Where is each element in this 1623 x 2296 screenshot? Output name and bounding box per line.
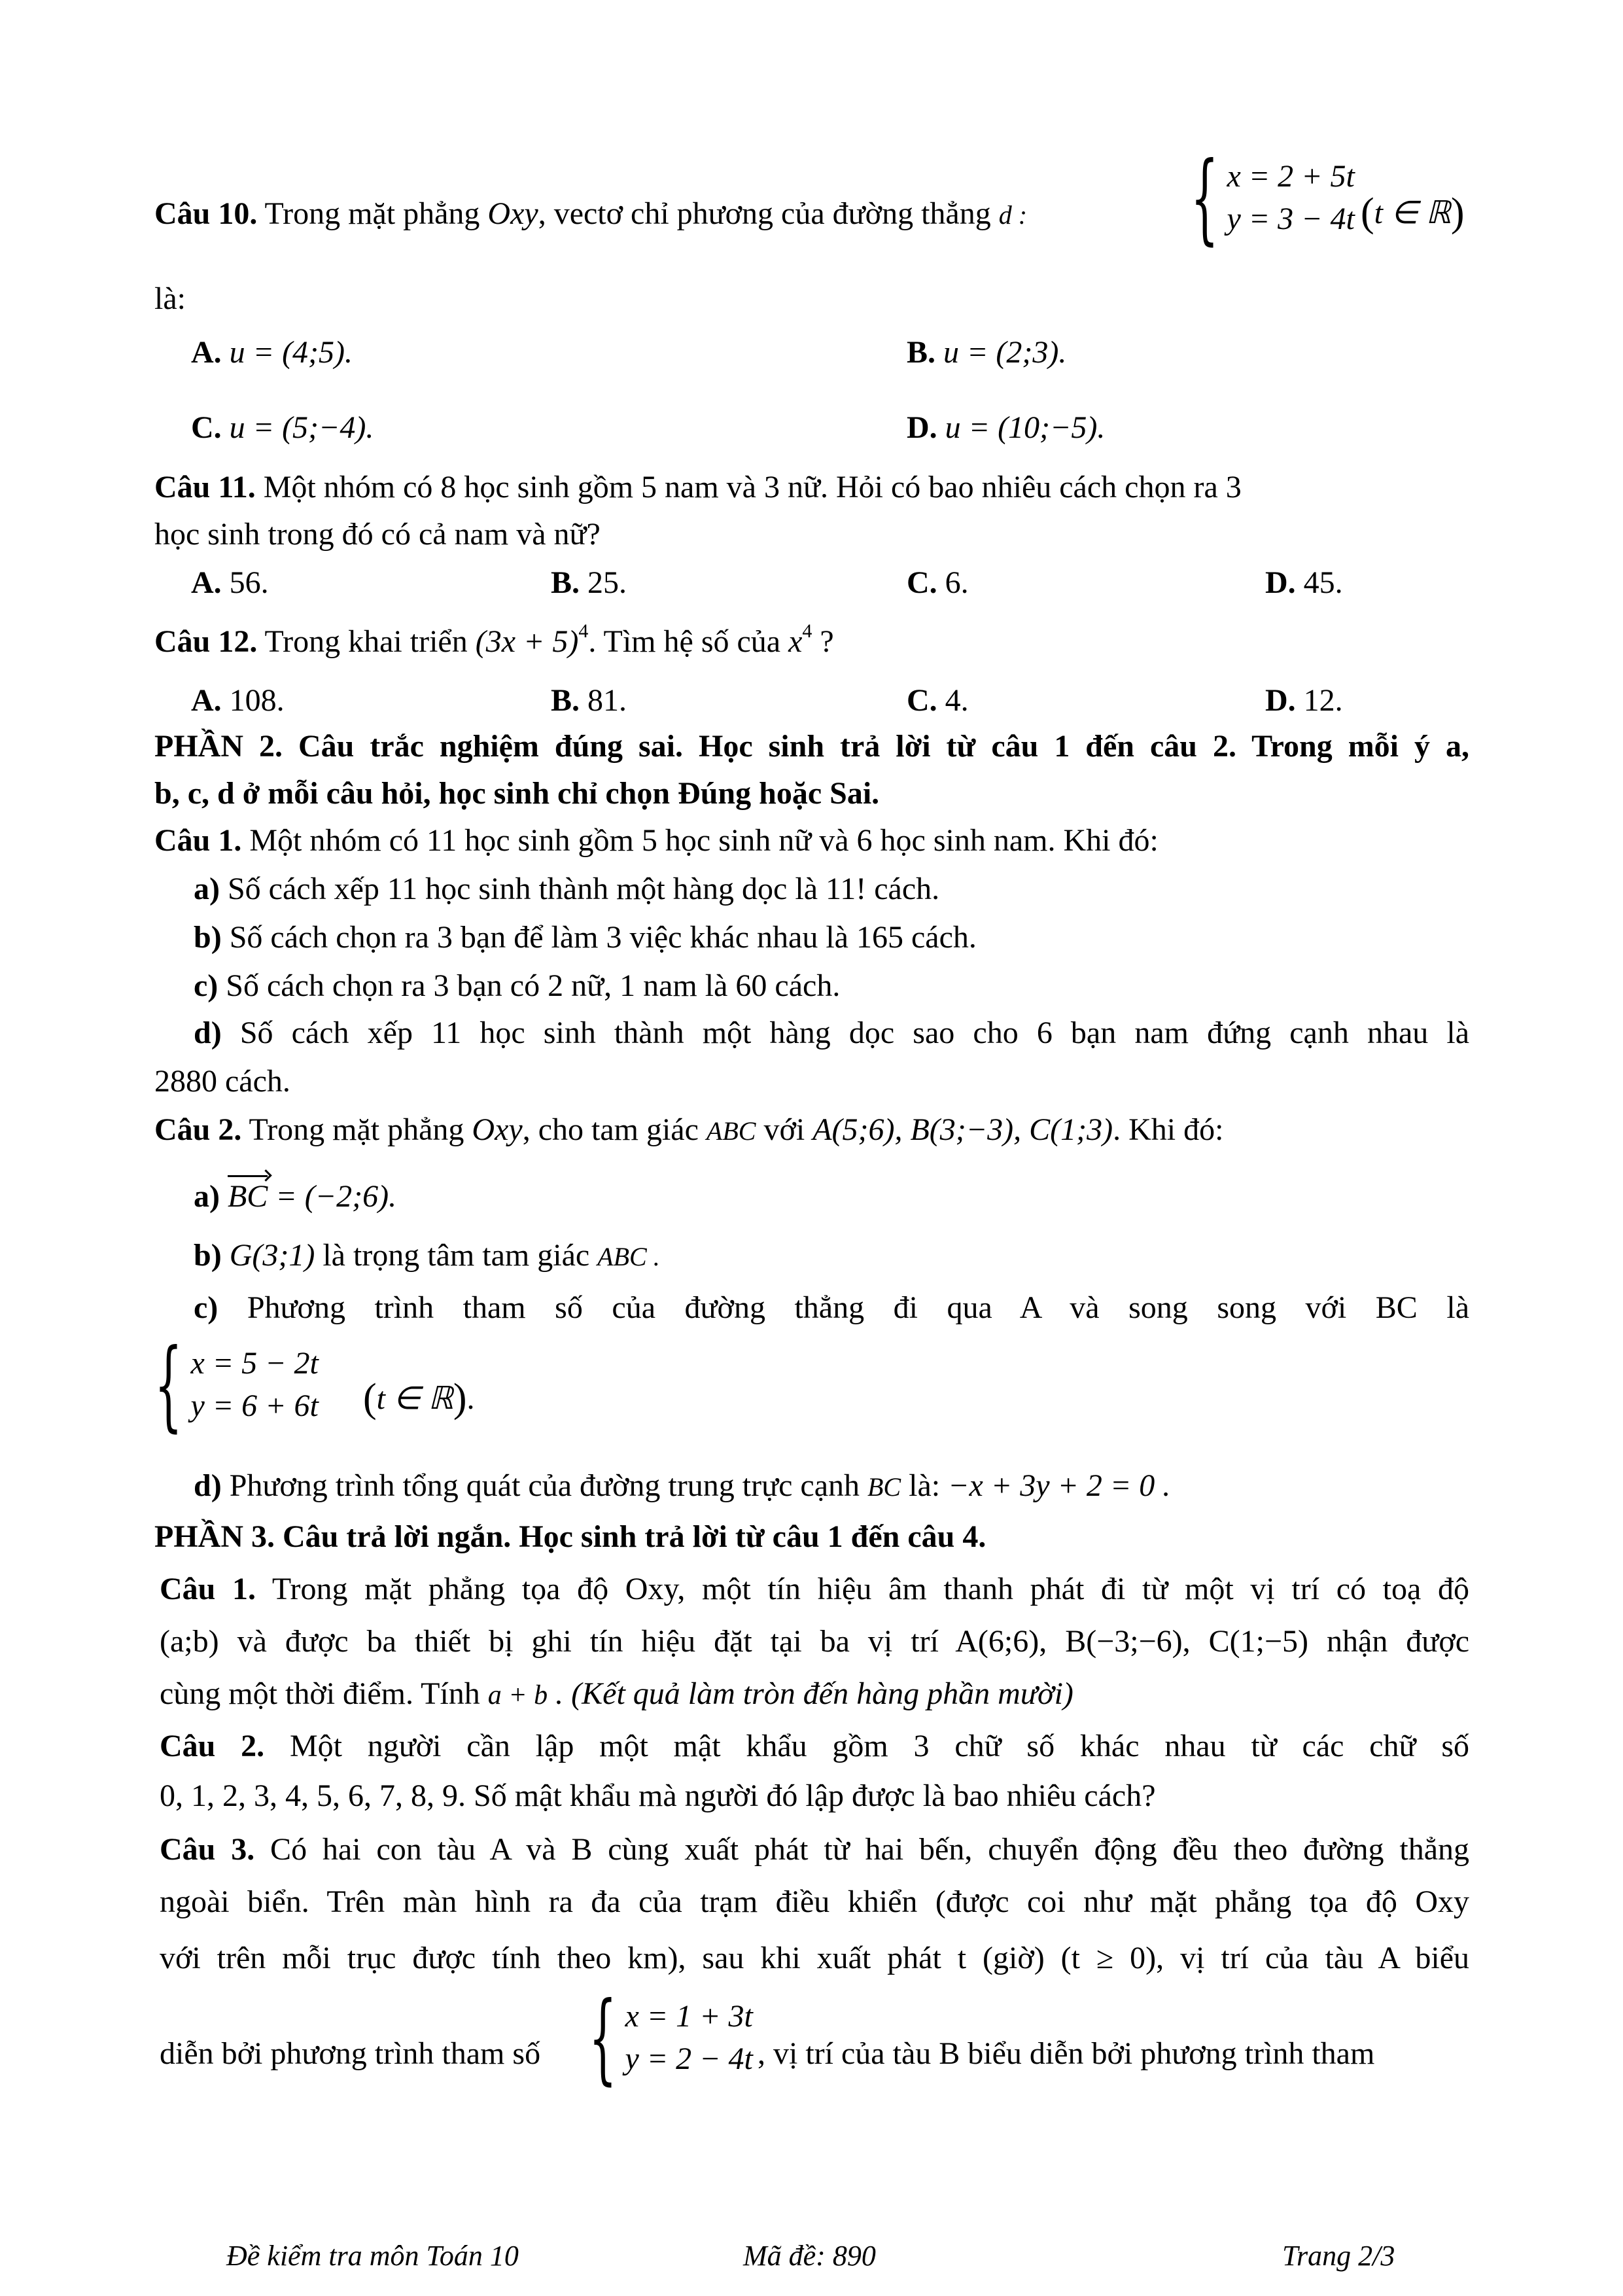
q10-option-c[interactable] bbox=[191, 409, 374, 447]
p2-q2-label: Câu 2. bbox=[154, 1112, 242, 1147]
p3-q2-text1: Một người cần lập một mật khẩu gồm 3 chữ số khác nhau từ các chữ số bbox=[289, 1729, 1470, 1763]
q12-exp: 4 bbox=[578, 620, 589, 642]
p3-q3-line4a: diễn bởi phương trình tham số bbox=[160, 2036, 541, 2071]
p3-q3-brace: { bbox=[589, 1981, 617, 2095]
option-label: B. bbox=[907, 335, 936, 370]
q10-brace: { bbox=[1191, 141, 1219, 255]
p3-q1-label: Câu 1. bbox=[160, 1572, 256, 1606]
option-label: A. bbox=[191, 565, 222, 600]
p3-q1-text1: Trong mặt phẳng tọa độ Oxy, một tín hiệu âm thanh phát đi từ một vị trí có toạ độ bbox=[271, 1572, 1469, 1606]
p3-q3-eq1: x = 1 + 3t bbox=[625, 1999, 753, 2034]
q12-expr: (3x + 5) bbox=[475, 624, 579, 659]
option-value: u = (10;−5). bbox=[945, 410, 1106, 445]
option-label: A. bbox=[191, 335, 222, 370]
p3-q2-line2: 0, 1, 2, 3, 4, 5, 6, 7, 8, 9. Số mật khẩu mà người đó lập được là bao nhiêu cách? bbox=[160, 1778, 1156, 1813]
option-value: 56. bbox=[229, 565, 269, 600]
option-value: 45. bbox=[1303, 565, 1343, 600]
q11-line1 bbox=[154, 468, 1242, 506]
q10-eq1: x = 2 + 5t bbox=[1227, 159, 1355, 194]
q11-option-d[interactable] bbox=[1265, 564, 1343, 602]
option-value: 12. bbox=[1303, 683, 1343, 718]
p3-q1-line3 bbox=[160, 1675, 1073, 1713]
p2-q1-item-d-cont: 2880 cách. bbox=[154, 1064, 290, 1099]
option-value: 81. bbox=[587, 683, 627, 718]
p3-q2-label: Câu 2. bbox=[160, 1729, 265, 1763]
p2-q2-c-eq2: y = 6 + 6t bbox=[190, 1388, 319, 1423]
q11-text1: Một nhóm có 8 học sinh gồm 5 nam và 3 nữ. Hỏi có bao nhiêu cách chọn ra 3 bbox=[263, 470, 1242, 504]
q12-option-b[interactable] bbox=[551, 682, 627, 720]
item-text: Số cách xếp 11 học sinh thành một hàng dọc là 11! cách. bbox=[227, 872, 940, 906]
item-label: a) bbox=[194, 872, 220, 906]
q10-option-a[interactable] bbox=[191, 334, 353, 372]
item-label: c) bbox=[194, 1290, 218, 1325]
option-label: C. bbox=[907, 683, 937, 718]
p2-q2-stem bbox=[154, 1111, 1223, 1149]
p2-q2-c-system bbox=[154, 1328, 319, 1442]
part2-heading-line1: PHẦN 2. Câu trắc nghiệm đúng sai. Học sinh trả lời từ câu 1 đến câu 2. Trong mỗi ý a, bbox=[154, 729, 1469, 764]
q12-text: Trong khai triển bbox=[264, 624, 468, 659]
q12-var: x bbox=[788, 624, 803, 659]
q10-domain: (t ∈ ℝ) bbox=[1361, 190, 1465, 235]
p3-q1-line2: (a;b) và được ba thiết bị ghi tín hiệu đặt tại ba vị trí A(6;6), B(−3;−6), C(1;−5) nhận được bbox=[160, 1624, 1469, 1659]
part2-heading-line2: b, c, d ở mỗi câu hỏi, học sinh chỉ chọn Đúng hoặc Sai. bbox=[154, 776, 880, 811]
p2-q2-b-text: là trọng tâm tam giác bbox=[323, 1238, 590, 1273]
q10-eq2: y = 3 − 4t bbox=[1227, 202, 1355, 236]
option-value: u = (5;−4). bbox=[229, 410, 374, 445]
item-text: Số cách xếp 11 học sinh thành một hàng dọc sao cho 6 bạn nam đứng cạnh nhau là bbox=[239, 1016, 1470, 1050]
q10-option-b[interactable] bbox=[907, 334, 1066, 372]
p2-q2-item-b bbox=[194, 1237, 660, 1275]
part3-heading: PHẦN 3. Câu trả lời ngắn. Học sinh trả lời từ câu 1 đến câu 4. bbox=[154, 1519, 986, 1554]
item-label: b) bbox=[194, 1238, 222, 1273]
p2-q2-c-brace: { bbox=[154, 1328, 183, 1442]
p2-q2-d-text2: là: bbox=[909, 1468, 941, 1503]
option-value: u = (2;3). bbox=[943, 335, 1067, 370]
p2-q2-c-domain: (t ∈ ℝ). bbox=[363, 1376, 475, 1421]
p2-q2-d-eq: −x + 3y + 2 = 0 . bbox=[948, 1468, 1171, 1503]
p2-q2-b-point: G(3;1) bbox=[229, 1238, 315, 1273]
q12-option-d[interactable] bbox=[1265, 682, 1343, 720]
option-label: D. bbox=[1265, 565, 1296, 600]
q10-system bbox=[1191, 141, 1355, 255]
p3-q3-line1 bbox=[160, 1831, 1469, 1869]
q12-stem bbox=[154, 620, 834, 661]
footer-right: Trang 2/3 bbox=[1282, 2240, 1395, 2272]
q11-option-a[interactable] bbox=[191, 564, 269, 602]
p3-q1-note: . (Kết quả làm tròn đến hàng phần mười) bbox=[555, 1676, 1073, 1711]
p2-q2-item-c bbox=[194, 1289, 1469, 1327]
p2-q1-item-c bbox=[194, 967, 840, 1005]
q10-option-d[interactable] bbox=[907, 409, 1105, 447]
q11-label: Câu 11. bbox=[154, 470, 256, 504]
item-label: a) bbox=[194, 1179, 220, 1214]
q12-text2: . Tìm hệ số của bbox=[588, 624, 781, 659]
q10-text2: , vectơ chỉ phương của đường thẳng bbox=[538, 196, 991, 231]
item-label: b) bbox=[194, 920, 222, 955]
p2-q2-c-eq1: x = 5 − 2t bbox=[190, 1346, 319, 1381]
p2-q1-label: Câu 1. bbox=[154, 823, 242, 858]
option-value: 4. bbox=[945, 683, 969, 718]
p2-q2-d-seg: BC bbox=[867, 1472, 901, 1502]
item-label: d) bbox=[194, 1016, 222, 1050]
q11-option-c[interactable] bbox=[907, 564, 969, 602]
p2-q2-c-text: Phương trình tham số của đường thẳng đi qua A và song song với BC là bbox=[247, 1290, 1470, 1325]
footer-left: Đề kiểm tra môn Toán 10 bbox=[226, 2240, 519, 2272]
p3-q3-line4b: , vị trí của tàu B biểu diễn bởi phương trình tham bbox=[758, 2036, 1375, 2071]
option-value: 25. bbox=[587, 565, 627, 600]
q12-option-c[interactable] bbox=[907, 682, 969, 720]
p2-q2-item-a bbox=[194, 1178, 396, 1216]
p2-q2-vector-bc: BC bbox=[228, 1178, 268, 1216]
option-value: 6. bbox=[945, 565, 969, 600]
p3-q1-text3a: cùng một thời điểm. Tính bbox=[160, 1676, 480, 1711]
q10-line-name: d : bbox=[998, 200, 1028, 230]
p2-q2-c-equations bbox=[190, 1343, 318, 1428]
item-label: c) bbox=[194, 968, 218, 1003]
item-text: Số cách chọn ra 3 bạn có 2 nữ, 1 nam là 60 cách. bbox=[226, 968, 841, 1003]
option-value: u = (4;5). bbox=[229, 335, 353, 370]
p2-q2-a-value: = (−2;6). bbox=[275, 1179, 397, 1214]
q10-equations bbox=[1227, 156, 1354, 241]
option-value: 108. bbox=[229, 683, 285, 718]
option-label: C. bbox=[191, 410, 222, 445]
option-label: D. bbox=[907, 410, 937, 445]
q10-plane: Oxy bbox=[487, 196, 538, 231]
p3-q1-line1 bbox=[160, 1570, 1469, 1608]
p2-q2-plane: Oxy bbox=[472, 1112, 523, 1147]
q12-var-exp: 4 bbox=[802, 620, 812, 642]
p2-q2-text2: , cho tam giác bbox=[522, 1112, 699, 1147]
p2-q2-text3: với bbox=[763, 1112, 805, 1147]
p2-q2-item-d bbox=[194, 1467, 1170, 1505]
q12-label: Câu 12. bbox=[154, 624, 258, 659]
item-label: d) bbox=[194, 1468, 222, 1503]
p2-q2-d-text: Phương trình tổng quát của đường trung trực cạnh bbox=[229, 1468, 860, 1503]
option-label: B. bbox=[551, 683, 580, 718]
q12-tail: ? bbox=[820, 624, 834, 659]
p2-q2-points: A(5;6), B(3;−3), C(1;3) bbox=[812, 1112, 1113, 1147]
p3-q3-eq2: y = 2 − 4t bbox=[625, 2041, 753, 2076]
option-label: B. bbox=[551, 565, 580, 600]
p2-q1-text: Một nhóm có 11 học sinh gồm 5 học sinh nữ và 6 học sinh nam. Khi đó: bbox=[249, 823, 1159, 858]
p3-q3-system bbox=[589, 1981, 753, 2095]
p3-q1-sum: a + b bbox=[487, 1680, 548, 1710]
p2-q2-c-domain-text: t ∈ ℝ bbox=[376, 1381, 453, 1416]
option-label: A. bbox=[191, 683, 222, 718]
q11-line2: học sinh trong đó có cả nam và nữ? bbox=[154, 517, 601, 552]
p2-q1-item-d bbox=[194, 1014, 1469, 1052]
p3-q3-text1: Có hai con tàu A và B cùng xuất phát từ hai bến, chuyển động đều theo đường thẳng bbox=[270, 1832, 1469, 1867]
p2-q2-text: Trong mặt phẳng bbox=[249, 1112, 464, 1147]
q10-text: Trong mặt phẳng bbox=[264, 196, 480, 231]
p2-q2-text4: . Khi đó: bbox=[1113, 1112, 1224, 1147]
q10-tail: là: bbox=[154, 281, 186, 316]
q10-domain-text: t ∈ ℝ bbox=[1374, 196, 1451, 230]
p2-q2-b-tri: ABC . bbox=[597, 1242, 660, 1271]
q12-option-a[interactable] bbox=[191, 682, 285, 720]
p2-q1-item-a bbox=[194, 870, 939, 908]
option-label: D. bbox=[1265, 683, 1296, 718]
p3-q3-line3: với trên mỗi trục được tính theo km), sau khi xuất phát t (giờ) (t ≥ 0), vị trí của tàu A biểu bbox=[160, 1941, 1469, 1975]
p2-q1-item-b bbox=[194, 919, 977, 957]
q10-stem bbox=[154, 195, 1027, 233]
p2-q1-stem bbox=[154, 822, 1159, 860]
p3-q3-line2: ngoài biển. Trên màn hình ra đa của trạm điều khiển (được coi như mặt phẳng tọa độ Oxy bbox=[160, 1884, 1469, 1919]
item-text: Số cách chọn ra 3 bạn để làm 3 việc khác nhau là 165 cách. bbox=[229, 920, 977, 955]
q11-option-b[interactable] bbox=[551, 564, 627, 602]
q10-label: Câu 10. bbox=[154, 196, 258, 231]
p3-q2-line1 bbox=[160, 1727, 1469, 1765]
footer-center: Mã đề: 890 bbox=[743, 2240, 876, 2272]
p2-q2-tri: ABC bbox=[706, 1116, 756, 1146]
p3-q3-equations bbox=[625, 1996, 752, 2081]
p3-q3-label: Câu 3. bbox=[160, 1832, 255, 1867]
option-label: C. bbox=[907, 565, 937, 600]
